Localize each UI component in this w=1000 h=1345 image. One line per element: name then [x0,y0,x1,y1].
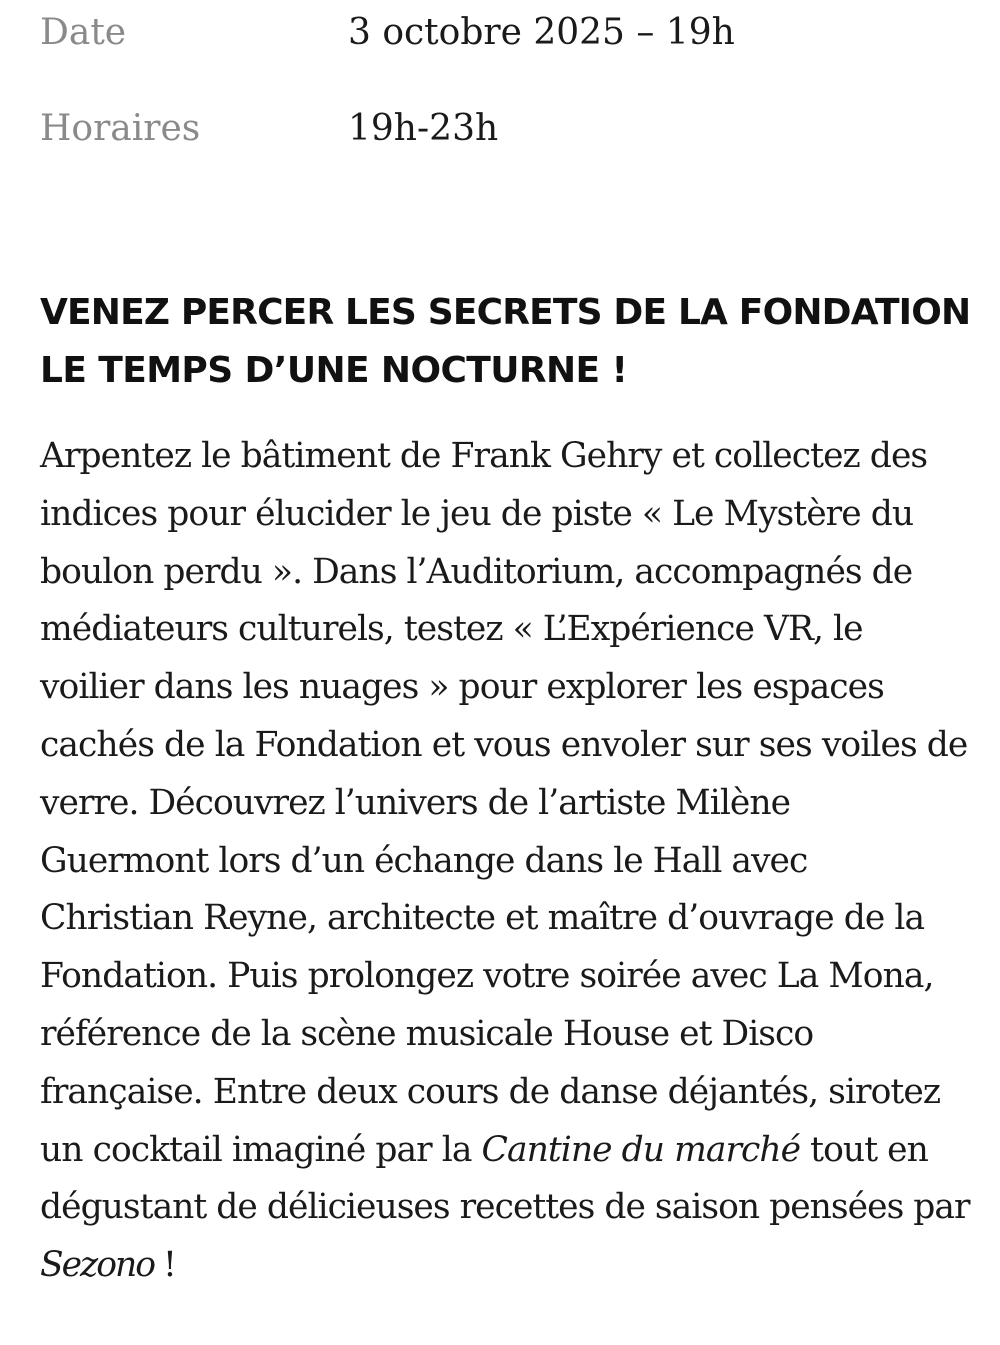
line-text: un cocktail imaginé par la [40,1129,482,1170]
description-line: référence de la scène musicale House et Disco [40,1013,814,1054]
date-label: Date [40,12,127,53]
date-row [40,12,960,108]
heading-line: LE TEMPS D’UNE NOCTURNE ! [40,350,628,391]
event-info-table [40,12,960,204]
event-heading [40,284,970,400]
description-line: française. Entre deux cours de danse déjantés, sirotez [40,1071,941,1112]
description-line: verre. Découvrez l’univers de l’artiste Milène [40,782,791,823]
description-line: médiateurs culturels, testez « L’Expérience VR, le [40,609,863,650]
line-text: tout en [800,1129,928,1170]
description-line: cachés de la Fondation et vous envoler sur ses voiles de [40,724,968,765]
cantine-du-marche-name: Cantine du marché [481,1129,801,1170]
description-line [40,1237,980,1295]
description-line: voilier dans les nuages » pour explorer les espaces [40,667,884,708]
description-line: Guermont lors d’un échange dans le Hall avec [40,840,808,881]
sezono-name: Sezono [40,1245,154,1286]
hours-row [40,108,960,204]
date-value: 3 octobre 2025 – 19h [348,12,735,53]
description-line: dégustant de délicieuses recettes de saison pensées par [40,1187,970,1228]
description-line: boulon perdu ». Dans l’Auditorium, accompagnés de [40,551,913,592]
description-line [40,1122,980,1180]
description-line: Fondation. Puis prolongez votre soirée avec La Mona, [40,956,934,997]
description-line: Arpentez le bâtiment de Frank Gehry et collectez des [40,436,928,476]
hours-value: 19h-23h [348,108,499,149]
description-line: indices pour élucider le jeu de piste « Le Mystère du [40,493,914,534]
event-description [40,428,980,1295]
line-text: ! [154,1245,175,1286]
description-line: Christian Reyne, architecte et maître d’ouvrage de la [40,898,925,939]
hours-label: Horaires [40,108,201,149]
heading-line: VENEZ PERCER LES SECRETS DE LA FONDATION [40,292,971,333]
